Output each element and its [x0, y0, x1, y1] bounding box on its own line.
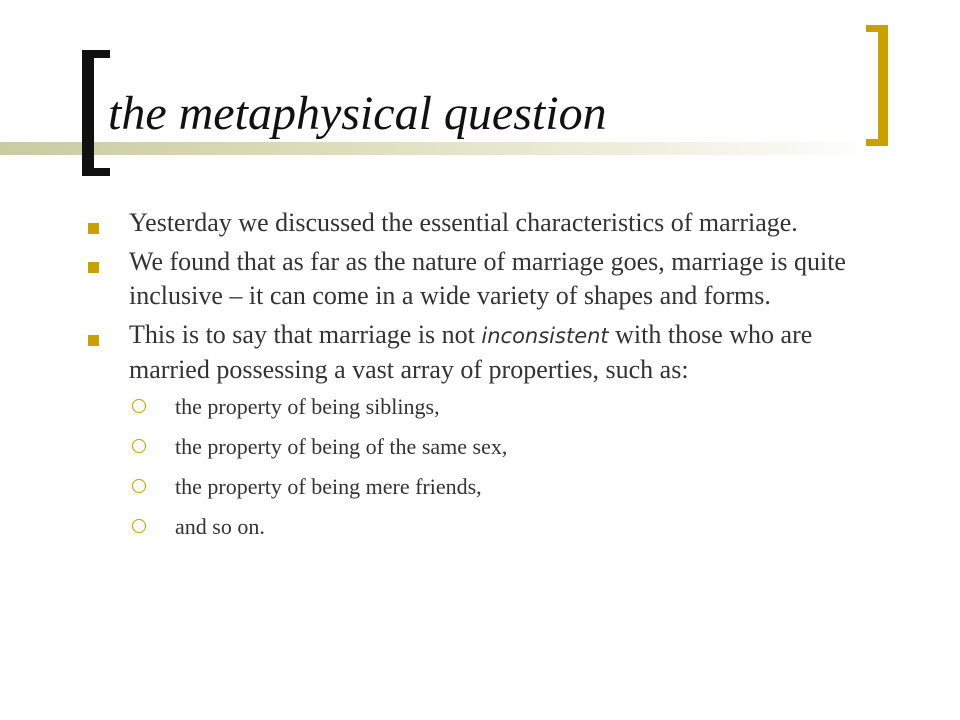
sub-bullet-text: the property of being mere friends,: [175, 474, 482, 499]
bullet-item: [88, 206, 888, 240]
sub-bullet-text: and so on.: [175, 514, 265, 539]
circle-bullet-icon: [132, 399, 146, 413]
bullet-item: [88, 245, 888, 313]
square-bullet-icon: [88, 335, 99, 346]
sub-bullet-item: [88, 432, 888, 462]
bullet-item: [88, 318, 888, 387]
sub-bullet-list: [88, 392, 888, 542]
sub-bullet-item: [88, 472, 888, 502]
bullet-text-start: This is to say that marriage is not: [129, 320, 482, 349]
bullet-text-end: with those who are married possessing a vast array of properties, such as:: [129, 320, 813, 384]
emphasized-word: inconsistent: [481, 324, 609, 348]
title-rule: [0, 142, 880, 155]
sub-bullet-item: [88, 512, 888, 542]
square-bullet-icon: [88, 223, 99, 234]
circle-bullet-icon: [132, 479, 146, 493]
bullet-text: [129, 320, 812, 384]
left-bracket-decoration: [82, 50, 110, 176]
sub-bullet-text: the property of being of the same sex,: [175, 434, 508, 459]
sub-bullet-text: the property of being siblings,: [175, 394, 440, 419]
bullet-text: We found that as far as the nature of marriage goes, marriage is quite inclusive – it can come in a wide variety of shapes and forms.: [129, 247, 846, 310]
circle-bullet-icon: [132, 439, 146, 453]
slide-title: the metaphysical question: [108, 87, 607, 140]
right-bracket-decoration: [866, 25, 888, 146]
square-bullet-icon: [88, 262, 99, 273]
sub-bullet-item: [88, 392, 888, 422]
bullet-text: Yesterday we discussed the essential characteristics of marriage.: [129, 208, 798, 237]
circle-bullet-icon: [132, 519, 146, 533]
bullet-list: [88, 206, 888, 552]
